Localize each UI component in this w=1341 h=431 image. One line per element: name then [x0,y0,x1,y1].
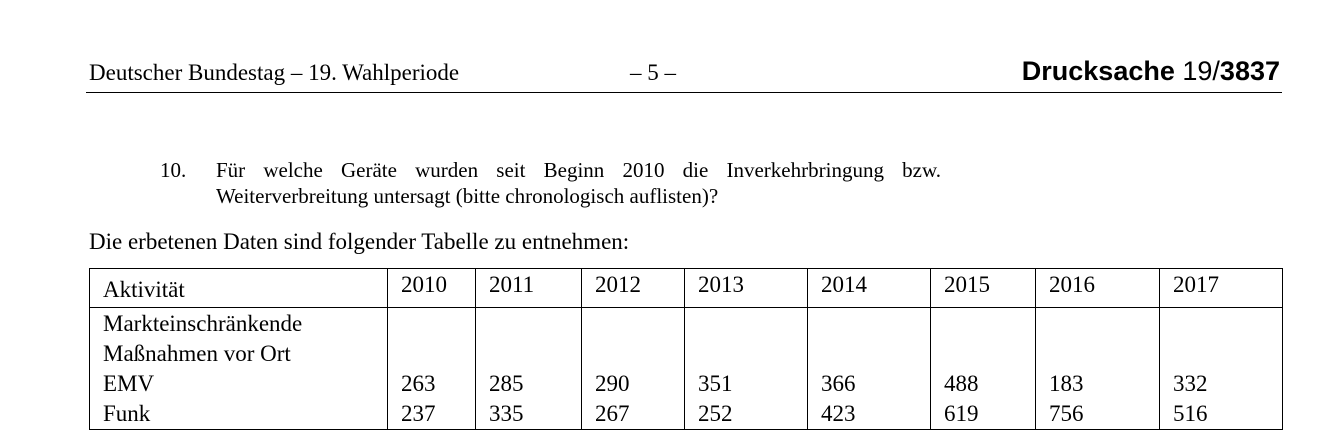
intro-text: Die erbetenen Daten sind folgender Tabelle zu entnehmen: [89,229,630,254]
header-divider [86,92,1282,93]
column-header-year: 2011 [476,269,582,308]
table-cell: 267 [595,401,630,426]
table-cell: 423 [821,401,856,426]
row-labels-cell [90,308,388,430]
data-table [89,268,1283,430]
table-cell: 290 [595,371,630,396]
table-header-row [90,269,1283,308]
document-label: Drucksache [1021,56,1175,86]
table-cell: 183 [1049,371,1084,396]
table-cell: 488 [944,371,979,396]
header-title: Deutscher Bundestag – 19. Wahlperiode [89,60,460,85]
year-cell [1160,308,1283,430]
document-period: 19/ [1182,56,1220,86]
year-cell [808,308,931,430]
table-row [90,308,1283,430]
table-cell: 335 [489,401,524,426]
year-cell [931,308,1036,430]
column-header-activity: Aktivität [90,269,388,308]
table-cell: 366 [821,371,856,396]
row-label-funk: Funk [103,401,151,426]
section-label-line-1: Markteinschränkende [103,311,303,336]
document-number: 3837 [1219,56,1280,86]
table-cell: 756 [1049,401,1084,426]
year-cell [476,308,582,430]
column-header-year: 2010 [388,269,476,308]
table-cell: 237 [401,401,436,426]
column-header-year: 2012 [582,269,685,308]
year-cell [685,308,808,430]
year-cell [388,308,476,430]
question-number: 10. [160,158,187,182]
page-number: – 5 – [630,60,676,85]
table-cell: 252 [698,401,733,426]
column-header-year: 2016 [1036,269,1160,308]
column-header-year: 2013 [685,269,808,308]
table-cell: 285 [489,371,524,396]
document-id [1022,54,1280,88]
column-header-year: 2014 [808,269,931,308]
table-cell: 516 [1173,401,1208,426]
column-header-year: 2015 [931,269,1036,308]
table-cell: 619 [944,401,979,426]
question-line-1: Für welche Geräte wurden seit Beginn 2010 die Inverkehrbringung bzw. [216,158,941,182]
table-cell: 263 [401,371,436,396]
row-label-emv: EMV [103,371,155,396]
question-line-2: Weiterverbreitung untersagt (bitte chronologisch auflisten)? [216,184,719,208]
table-cell: 332 [1173,371,1208,396]
question-text [216,157,956,209]
section-label-line-2: Maßnahmen vor Ort [103,341,291,366]
column-header-year: 2017 [1160,269,1283,308]
year-cell [1036,308,1160,430]
year-cell [582,308,685,430]
table-cell: 351 [698,371,733,396]
